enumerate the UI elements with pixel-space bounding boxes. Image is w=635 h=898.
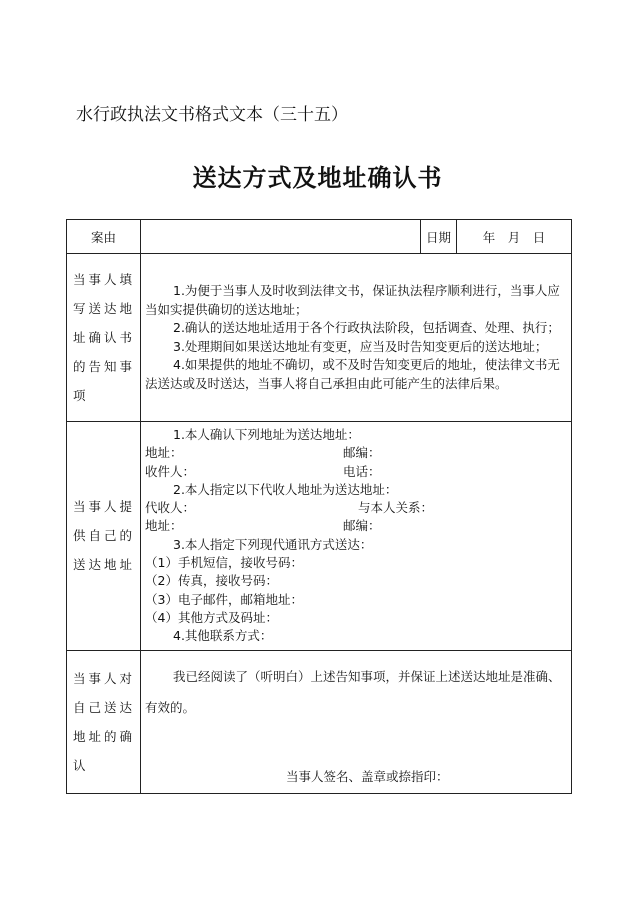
address-section-label: 当事人提供自己的送达地址 <box>67 422 141 651</box>
confirm-content <box>141 650 572 793</box>
comm-method-sms[interactable]: （1）手机短信，接收号码： <box>145 555 303 571</box>
notice-label: 当事人填写送达地址确认书的告知事项 <box>67 254 141 422</box>
address-row <box>67 422 572 651</box>
address-field[interactable]: 地址： <box>145 445 183 461</box>
notice-item: 2.确认的送达地址适用于各个行政执法阶段，包括调查、处理、执行； <box>173 320 560 335</box>
confirm-label: 当事人对自己送达地址的确认 <box>67 650 141 793</box>
address-item-2: 2.本人指定以下代收人地址为送达地址： <box>173 481 398 497</box>
address-item-4[interactable]: 4.其他联系方式： <box>173 628 273 644</box>
comm-method-fax[interactable]: （2）传真，接收号码： <box>145 573 278 589</box>
recipient-field[interactable]: 收件人： <box>145 463 196 479</box>
address-content <box>141 422 572 651</box>
confirm-row <box>67 650 572 793</box>
case-row <box>67 220 572 254</box>
agent-field[interactable]: 代收人： <box>145 500 196 516</box>
address-item-3: 3.本人指定下列现代通讯方式送达： <box>173 536 373 552</box>
postcode-field[interactable]: 邮编： <box>343 445 381 461</box>
notice-item: 4.如果提供的地址不确切，或不及时告知变更后的地址，使法律文书无法送达或及时送达，当事人将自己承担由此可能产生的法律后果。 <box>145 357 560 391</box>
notice-item: 1.为便于当事人及时收到法律文书，保证执法程序顺利进行，当事人应当如实提供确切的送达地址； <box>145 283 560 317</box>
comm-method-other[interactable]: （4）其他方式及码址： <box>145 609 278 625</box>
notice-item: 3.处理期间如果送达地址有变更，应当及时告知变更后的送达地址； <box>173 338 548 354</box>
notice-content <box>141 254 572 422</box>
date-value[interactable]: 年 月 日 <box>457 220 572 254</box>
recipient-line <box>145 463 567 481</box>
address-item-1: 1.本人确认下列地址为送达地址： <box>173 427 360 442</box>
address-line <box>145 444 567 462</box>
phone-field[interactable]: 电话： <box>343 463 381 479</box>
signature-label[interactable]: 当事人签名、盖章或捺指印： <box>286 768 449 784</box>
document-title: 送达方式及地址确认书 <box>192 164 443 192</box>
comm-method-email[interactable]: （3）电子邮件，邮箱地址： <box>145 591 303 607</box>
case-value[interactable] <box>141 220 421 254</box>
date-label: 日期 <box>421 220 457 254</box>
agent-address-field[interactable]: 地址： <box>145 518 183 534</box>
agent-postcode-field[interactable]: 邮编： <box>343 518 381 534</box>
agent-line <box>145 499 567 517</box>
document-header: 水行政执法文书格式文本（三十五） <box>76 105 348 125</box>
notice-row <box>67 254 572 422</box>
relation-field[interactable]: 与本人关系： <box>358 500 434 516</box>
confirmation-form-table <box>66 219 572 794</box>
confirm-text: 我已经阅读了（听明白）上述告知事项，并保证上述送达地址是准确、有效的。 <box>145 668 561 715</box>
agent-address-line <box>145 517 567 535</box>
case-label: 案由 <box>67 220 141 254</box>
